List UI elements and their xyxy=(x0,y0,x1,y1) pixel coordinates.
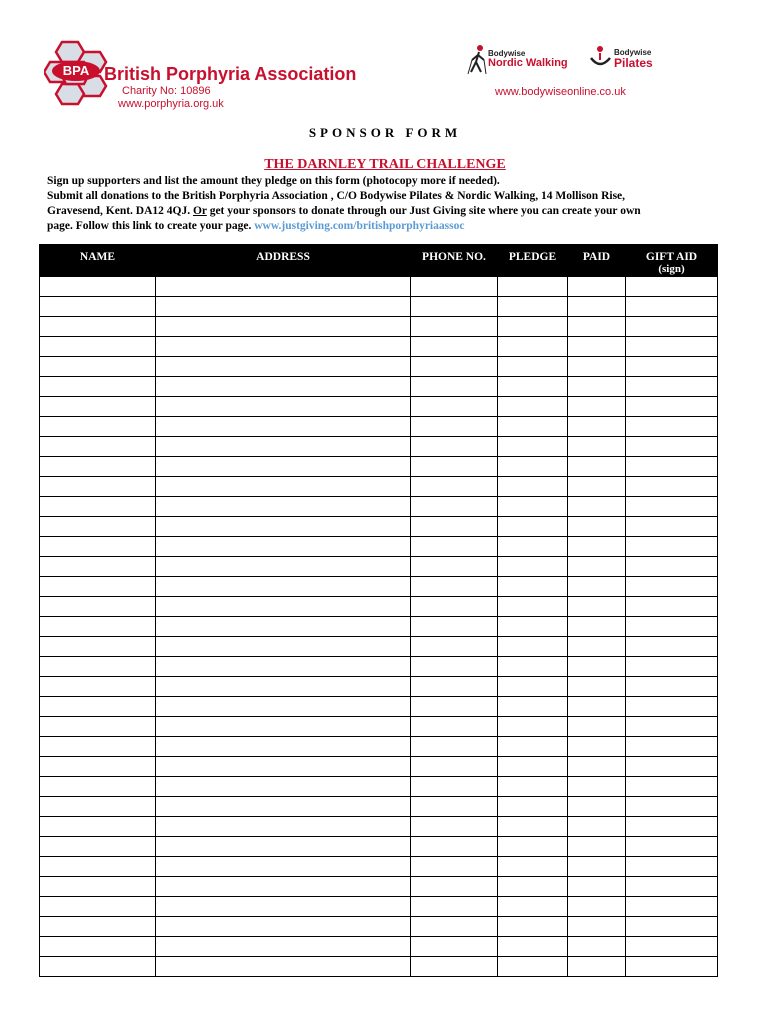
table-row xyxy=(40,577,718,597)
pledge-cell[interactable] xyxy=(498,377,568,397)
phone-cell[interactable] xyxy=(411,677,498,697)
bpa-website: www.porphyria.org.uk xyxy=(118,98,224,110)
pledge-cell[interactable] xyxy=(498,957,568,977)
instructions xyxy=(47,174,737,234)
pledge-cell[interactable] xyxy=(498,777,568,797)
instruction-line: Sign up supporters and list the amount they pledge on this form (photocopy more if needed). xyxy=(47,175,500,187)
address-cell[interactable] xyxy=(156,897,411,917)
phone-cell[interactable] xyxy=(411,617,498,637)
gift-aid-cell[interactable] xyxy=(626,317,718,337)
phone-cell[interactable] xyxy=(411,317,498,337)
address-cell[interactable] xyxy=(156,737,411,757)
gift-aid-cell[interactable] xyxy=(626,957,718,977)
walker-icon xyxy=(466,44,488,76)
phone-cell[interactable] xyxy=(411,497,498,517)
gift-aid-cell[interactable] xyxy=(626,457,718,477)
instruction-line: page. Follow this link to create your page. www.justgiving.com/britishporphyriaassoc xyxy=(47,220,465,232)
paid-cell[interactable] xyxy=(568,397,626,417)
paid-cell[interactable] xyxy=(568,517,626,537)
address-cell[interactable] xyxy=(156,717,411,737)
phone-cell[interactable] xyxy=(411,457,498,477)
table-row xyxy=(40,957,718,977)
sponsor-table-body xyxy=(40,277,718,977)
pledge-cell[interactable] xyxy=(498,397,568,417)
phone-cell[interactable] xyxy=(411,437,498,457)
gift-aid-cell[interactable] xyxy=(626,817,718,837)
pledge-cell[interactable] xyxy=(498,697,568,717)
phone-cell[interactable] xyxy=(411,297,498,317)
paid-cell[interactable] xyxy=(568,757,626,777)
header-gift-aid: GIFT AID (sign) xyxy=(626,245,718,277)
pledge-cell[interactable] xyxy=(498,737,568,757)
pledge-cell[interactable] xyxy=(498,837,568,857)
name-cell[interactable] xyxy=(40,337,156,357)
pledge-cell[interactable] xyxy=(498,677,568,697)
name-cell[interactable] xyxy=(40,817,156,837)
table-row xyxy=(40,677,718,697)
paid-cell[interactable] xyxy=(568,877,626,897)
address-cell[interactable] xyxy=(156,937,411,957)
table-row xyxy=(40,877,718,897)
paid-cell[interactable] xyxy=(568,597,626,617)
table-header-row xyxy=(40,245,718,277)
paid-cell[interactable] xyxy=(568,477,626,497)
address-cell[interactable] xyxy=(156,337,411,357)
address-cell[interactable] xyxy=(156,677,411,697)
table-row xyxy=(40,477,718,497)
phone-cell[interactable] xyxy=(411,877,498,897)
gift-aid-cell[interactable] xyxy=(626,337,718,357)
address-cell[interactable] xyxy=(156,297,411,317)
pledge-cell[interactable] xyxy=(498,597,568,617)
table-row xyxy=(40,657,718,677)
address-cell[interactable] xyxy=(156,917,411,937)
address-cell[interactable] xyxy=(156,557,411,577)
pledge-cell[interactable] xyxy=(498,877,568,897)
table-row xyxy=(40,597,718,617)
paid-cell[interactable] xyxy=(568,557,626,577)
phone-cell[interactable] xyxy=(411,697,498,717)
gift-aid-cell[interactable] xyxy=(626,777,718,797)
paid-cell[interactable] xyxy=(568,857,626,877)
name-cell[interactable] xyxy=(40,377,156,397)
pledge-cell[interactable] xyxy=(498,617,568,637)
address-cell[interactable] xyxy=(156,417,411,437)
paid-cell[interactable] xyxy=(568,457,626,477)
name-cell[interactable] xyxy=(40,717,156,737)
address-cell[interactable] xyxy=(156,777,411,797)
table-row xyxy=(40,857,718,877)
name-cell[interactable] xyxy=(40,757,156,777)
pilates-logo: Bodywise Pilates xyxy=(588,44,653,74)
name-cell[interactable] xyxy=(40,917,156,937)
name-cell[interactable] xyxy=(40,517,156,537)
table-row xyxy=(40,397,718,417)
phone-cell[interactable] xyxy=(411,737,498,757)
address-cell[interactable] xyxy=(156,757,411,777)
address-cell[interactable] xyxy=(156,817,411,837)
pledge-cell[interactable] xyxy=(498,337,568,357)
paid-cell[interactable] xyxy=(568,537,626,557)
paid-cell[interactable] xyxy=(568,577,626,597)
phone-cell[interactable] xyxy=(411,357,498,377)
paid-cell[interactable] xyxy=(568,677,626,697)
gift-aid-cell[interactable] xyxy=(626,397,718,417)
gift-aid-cell[interactable] xyxy=(626,897,718,917)
address-cell[interactable] xyxy=(156,437,411,457)
phone-cell[interactable] xyxy=(411,657,498,677)
gift-aid-cell[interactable] xyxy=(626,537,718,557)
paid-cell[interactable] xyxy=(568,837,626,857)
phone-cell[interactable] xyxy=(411,597,498,617)
name-cell[interactable] xyxy=(40,477,156,497)
pledge-cell[interactable] xyxy=(498,917,568,937)
name-cell[interactable] xyxy=(40,617,156,637)
name-cell[interactable] xyxy=(40,537,156,557)
gift-aid-cell[interactable] xyxy=(626,677,718,697)
table-row xyxy=(40,637,718,657)
gift-aid-cell[interactable] xyxy=(626,437,718,457)
table-row xyxy=(40,917,718,937)
paid-cell[interactable] xyxy=(568,817,626,837)
pledge-cell[interactable] xyxy=(498,817,568,837)
phone-cell[interactable] xyxy=(411,417,498,437)
gift-aid-cell[interactable] xyxy=(626,277,718,297)
name-cell[interactable] xyxy=(40,637,156,657)
name-cell[interactable] xyxy=(40,777,156,797)
header-pledge: PLEDGE xyxy=(498,245,568,277)
table-row xyxy=(40,797,718,817)
name-cell[interactable] xyxy=(40,657,156,677)
name-cell[interactable] xyxy=(40,557,156,577)
pledge-cell[interactable] xyxy=(498,277,568,297)
table-row xyxy=(40,297,718,317)
paid-cell[interactable] xyxy=(568,657,626,677)
table-row xyxy=(40,937,718,957)
gift-aid-cell[interactable] xyxy=(626,477,718,497)
pledge-cell[interactable] xyxy=(498,577,568,597)
phone-cell[interactable] xyxy=(411,917,498,937)
pledge-cell[interactable] xyxy=(498,517,568,537)
address-cell[interactable] xyxy=(156,837,411,857)
phone-cell[interactable] xyxy=(411,957,498,977)
gift-aid-cell[interactable] xyxy=(626,377,718,397)
name-cell[interactable] xyxy=(40,357,156,377)
gift-aid-cell[interactable] xyxy=(626,597,718,617)
table-row xyxy=(40,277,718,297)
phone-cell[interactable] xyxy=(411,817,498,837)
svg-text:BPA: BPA xyxy=(62,63,90,78)
phone-cell[interactable] xyxy=(411,857,498,877)
name-cell[interactable] xyxy=(40,397,156,417)
paid-cell[interactable] xyxy=(568,317,626,337)
address-cell[interactable] xyxy=(156,397,411,417)
gift-aid-cell[interactable] xyxy=(626,737,718,757)
table-row xyxy=(40,557,718,577)
pledge-cell[interactable] xyxy=(498,357,568,377)
table-row xyxy=(40,717,718,737)
phone-cell[interactable] xyxy=(411,377,498,397)
header-name: NAME xyxy=(40,245,156,277)
address-cell[interactable] xyxy=(156,637,411,657)
phone-cell[interactable] xyxy=(411,937,498,957)
pledge-cell[interactable] xyxy=(498,557,568,577)
gift-aid-cell[interactable] xyxy=(626,637,718,657)
address-cell[interactable] xyxy=(156,697,411,717)
bpa-logo xyxy=(44,40,112,108)
address-cell[interactable] xyxy=(156,657,411,677)
gift-aid-cell[interactable] xyxy=(626,717,718,737)
table-row xyxy=(40,457,718,477)
phone-cell[interactable] xyxy=(411,397,498,417)
phone-cell[interactable] xyxy=(411,637,498,657)
pledge-cell[interactable] xyxy=(498,457,568,477)
gift-aid-cell[interactable] xyxy=(626,837,718,857)
gift-aid-cell[interactable] xyxy=(626,297,718,317)
phone-cell[interactable] xyxy=(411,337,498,357)
name-cell[interactable] xyxy=(40,837,156,857)
gift-aid-cell[interactable] xyxy=(626,577,718,597)
table-row xyxy=(40,737,718,757)
pledge-cell[interactable] xyxy=(498,317,568,337)
charity-number: Charity No: 10896 xyxy=(122,85,211,97)
sponsor-table xyxy=(39,244,718,977)
gift-aid-cell[interactable] xyxy=(626,697,718,717)
table-row xyxy=(40,377,718,397)
paid-cell[interactable] xyxy=(568,277,626,297)
pledge-cell[interactable] xyxy=(498,297,568,317)
gift-aid-cell[interactable] xyxy=(626,877,718,897)
pledge-cell[interactable] xyxy=(498,897,568,917)
phone-cell[interactable] xyxy=(411,777,498,797)
org-name: British Porphyria Association xyxy=(104,64,357,84)
table-row xyxy=(40,537,718,557)
gift-aid-cell[interactable] xyxy=(626,517,718,537)
instruction-line: Gravesend, Kent. DA12 4QJ. Or get your sponsors to donate through our Just Giving site where you can create your own xyxy=(47,205,641,217)
address-cell[interactable] xyxy=(156,277,411,297)
address-cell[interactable] xyxy=(156,377,411,397)
phone-cell[interactable] xyxy=(411,797,498,817)
pledge-cell[interactable] xyxy=(498,477,568,497)
paid-cell[interactable] xyxy=(568,697,626,717)
pledge-cell[interactable] xyxy=(498,717,568,737)
address-cell[interactable] xyxy=(156,357,411,377)
name-cell[interactable] xyxy=(40,277,156,297)
pilates-figure-icon xyxy=(588,44,614,74)
gift-aid-cell[interactable] xyxy=(626,557,718,577)
paid-cell[interactable] xyxy=(568,797,626,817)
address-cell[interactable] xyxy=(156,957,411,977)
paid-cell[interactable] xyxy=(568,357,626,377)
phone-cell[interactable] xyxy=(411,477,498,497)
address-cell[interactable] xyxy=(156,497,411,517)
paid-cell[interactable] xyxy=(568,717,626,737)
paid-cell[interactable] xyxy=(568,637,626,657)
address-cell[interactable] xyxy=(156,317,411,337)
name-cell[interactable] xyxy=(40,577,156,597)
header-phone: PHONE NO. xyxy=(411,245,498,277)
table-row xyxy=(40,757,718,777)
table-row xyxy=(40,337,718,357)
phone-cell[interactable] xyxy=(411,537,498,557)
address-cell[interactable] xyxy=(156,597,411,617)
paid-cell[interactable] xyxy=(568,957,626,977)
name-cell[interactable] xyxy=(40,457,156,477)
paid-cell[interactable] xyxy=(568,297,626,317)
address-cell[interactable] xyxy=(156,477,411,497)
gift-aid-cell[interactable] xyxy=(626,497,718,517)
paid-cell[interactable] xyxy=(568,917,626,937)
phone-cell[interactable] xyxy=(411,897,498,917)
name-cell[interactable] xyxy=(40,957,156,977)
table-row xyxy=(40,617,718,637)
gift-aid-cell[interactable] xyxy=(626,857,718,877)
name-cell[interactable] xyxy=(40,417,156,437)
table-row xyxy=(40,517,718,537)
table-row xyxy=(40,777,718,797)
table-row xyxy=(40,417,718,437)
table-row xyxy=(40,357,718,377)
name-cell[interactable] xyxy=(40,897,156,917)
table-row xyxy=(40,817,718,837)
justgiving-link[interactable]: www.justgiving.com/britishporphyriaassoc xyxy=(254,220,465,232)
address-cell[interactable] xyxy=(156,797,411,817)
phone-cell[interactable] xyxy=(411,577,498,597)
event-title: THE DARNLEY TRAIL CHALLENGE xyxy=(264,157,506,172)
pledge-cell[interactable] xyxy=(498,417,568,437)
gift-aid-cell[interactable] xyxy=(626,797,718,817)
pledge-cell[interactable] xyxy=(498,637,568,657)
name-cell[interactable] xyxy=(40,697,156,717)
phone-cell[interactable] xyxy=(411,717,498,737)
paid-cell[interactable] xyxy=(568,497,626,517)
paid-cell[interactable] xyxy=(568,337,626,357)
phone-cell[interactable] xyxy=(411,837,498,857)
address-cell[interactable] xyxy=(156,517,411,537)
address-cell[interactable] xyxy=(156,457,411,477)
nordic-walking-logo: Bodywise Nordic Walking xyxy=(466,44,568,76)
address-cell[interactable] xyxy=(156,857,411,877)
paid-cell[interactable] xyxy=(568,617,626,637)
name-cell[interactable] xyxy=(40,937,156,957)
gift-aid-cell[interactable] xyxy=(626,757,718,777)
name-cell[interactable] xyxy=(40,797,156,817)
address-cell[interactable] xyxy=(156,577,411,597)
name-cell[interactable] xyxy=(40,317,156,337)
gift-aid-cell[interactable] xyxy=(626,657,718,677)
gift-aid-cell[interactable] xyxy=(626,617,718,637)
paid-cell[interactable] xyxy=(568,897,626,917)
instruction-line: Submit all donations to the British Porphyria Association , C/O Bodywise Pilates & Nordic Walking, 14 Mollison Rise, xyxy=(47,190,626,202)
paid-cell[interactable] xyxy=(568,437,626,457)
table-row xyxy=(40,837,718,857)
paid-cell[interactable] xyxy=(568,737,626,757)
pledge-cell[interactable] xyxy=(498,537,568,557)
name-cell[interactable] xyxy=(40,677,156,697)
phone-cell[interactable] xyxy=(411,757,498,777)
address-cell[interactable] xyxy=(156,877,411,897)
gift-aid-cell[interactable] xyxy=(626,937,718,957)
table-row xyxy=(40,497,718,517)
pledge-cell[interactable] xyxy=(498,657,568,677)
table-row xyxy=(40,437,718,457)
address-cell[interactable] xyxy=(156,537,411,557)
pledge-cell[interactable] xyxy=(498,857,568,877)
phone-cell[interactable] xyxy=(411,517,498,537)
gift-aid-cell[interactable] xyxy=(626,417,718,437)
pledge-cell[interactable] xyxy=(498,797,568,817)
pledge-cell[interactable] xyxy=(498,497,568,517)
paid-cell[interactable] xyxy=(568,377,626,397)
table-row xyxy=(40,317,718,337)
name-cell[interactable] xyxy=(40,437,156,457)
name-cell[interactable] xyxy=(40,297,156,317)
address-cell[interactable] xyxy=(156,617,411,637)
name-cell[interactable] xyxy=(40,497,156,517)
bodywise-website: www.bodywiseonline.co.uk xyxy=(495,86,626,98)
paid-cell[interactable] xyxy=(568,777,626,797)
phone-cell[interactable] xyxy=(411,277,498,297)
table-row xyxy=(40,897,718,917)
name-cell[interactable] xyxy=(40,877,156,897)
gift-aid-cell[interactable] xyxy=(626,357,718,377)
pledge-cell[interactable] xyxy=(498,757,568,777)
name-cell[interactable] xyxy=(40,737,156,757)
form-title: SPONSOR FORM xyxy=(308,125,462,140)
pledge-cell[interactable] xyxy=(498,437,568,457)
name-cell[interactable] xyxy=(40,857,156,877)
header-paid: PAID xyxy=(568,245,626,277)
pledge-cell[interactable] xyxy=(498,937,568,957)
table-row xyxy=(40,697,718,717)
gift-aid-cell[interactable] xyxy=(626,917,718,937)
header-address: ADDRESS xyxy=(156,245,411,277)
paid-cell[interactable] xyxy=(568,937,626,957)
phone-cell[interactable] xyxy=(411,557,498,577)
paid-cell[interactable] xyxy=(568,417,626,437)
name-cell[interactable] xyxy=(40,597,156,617)
